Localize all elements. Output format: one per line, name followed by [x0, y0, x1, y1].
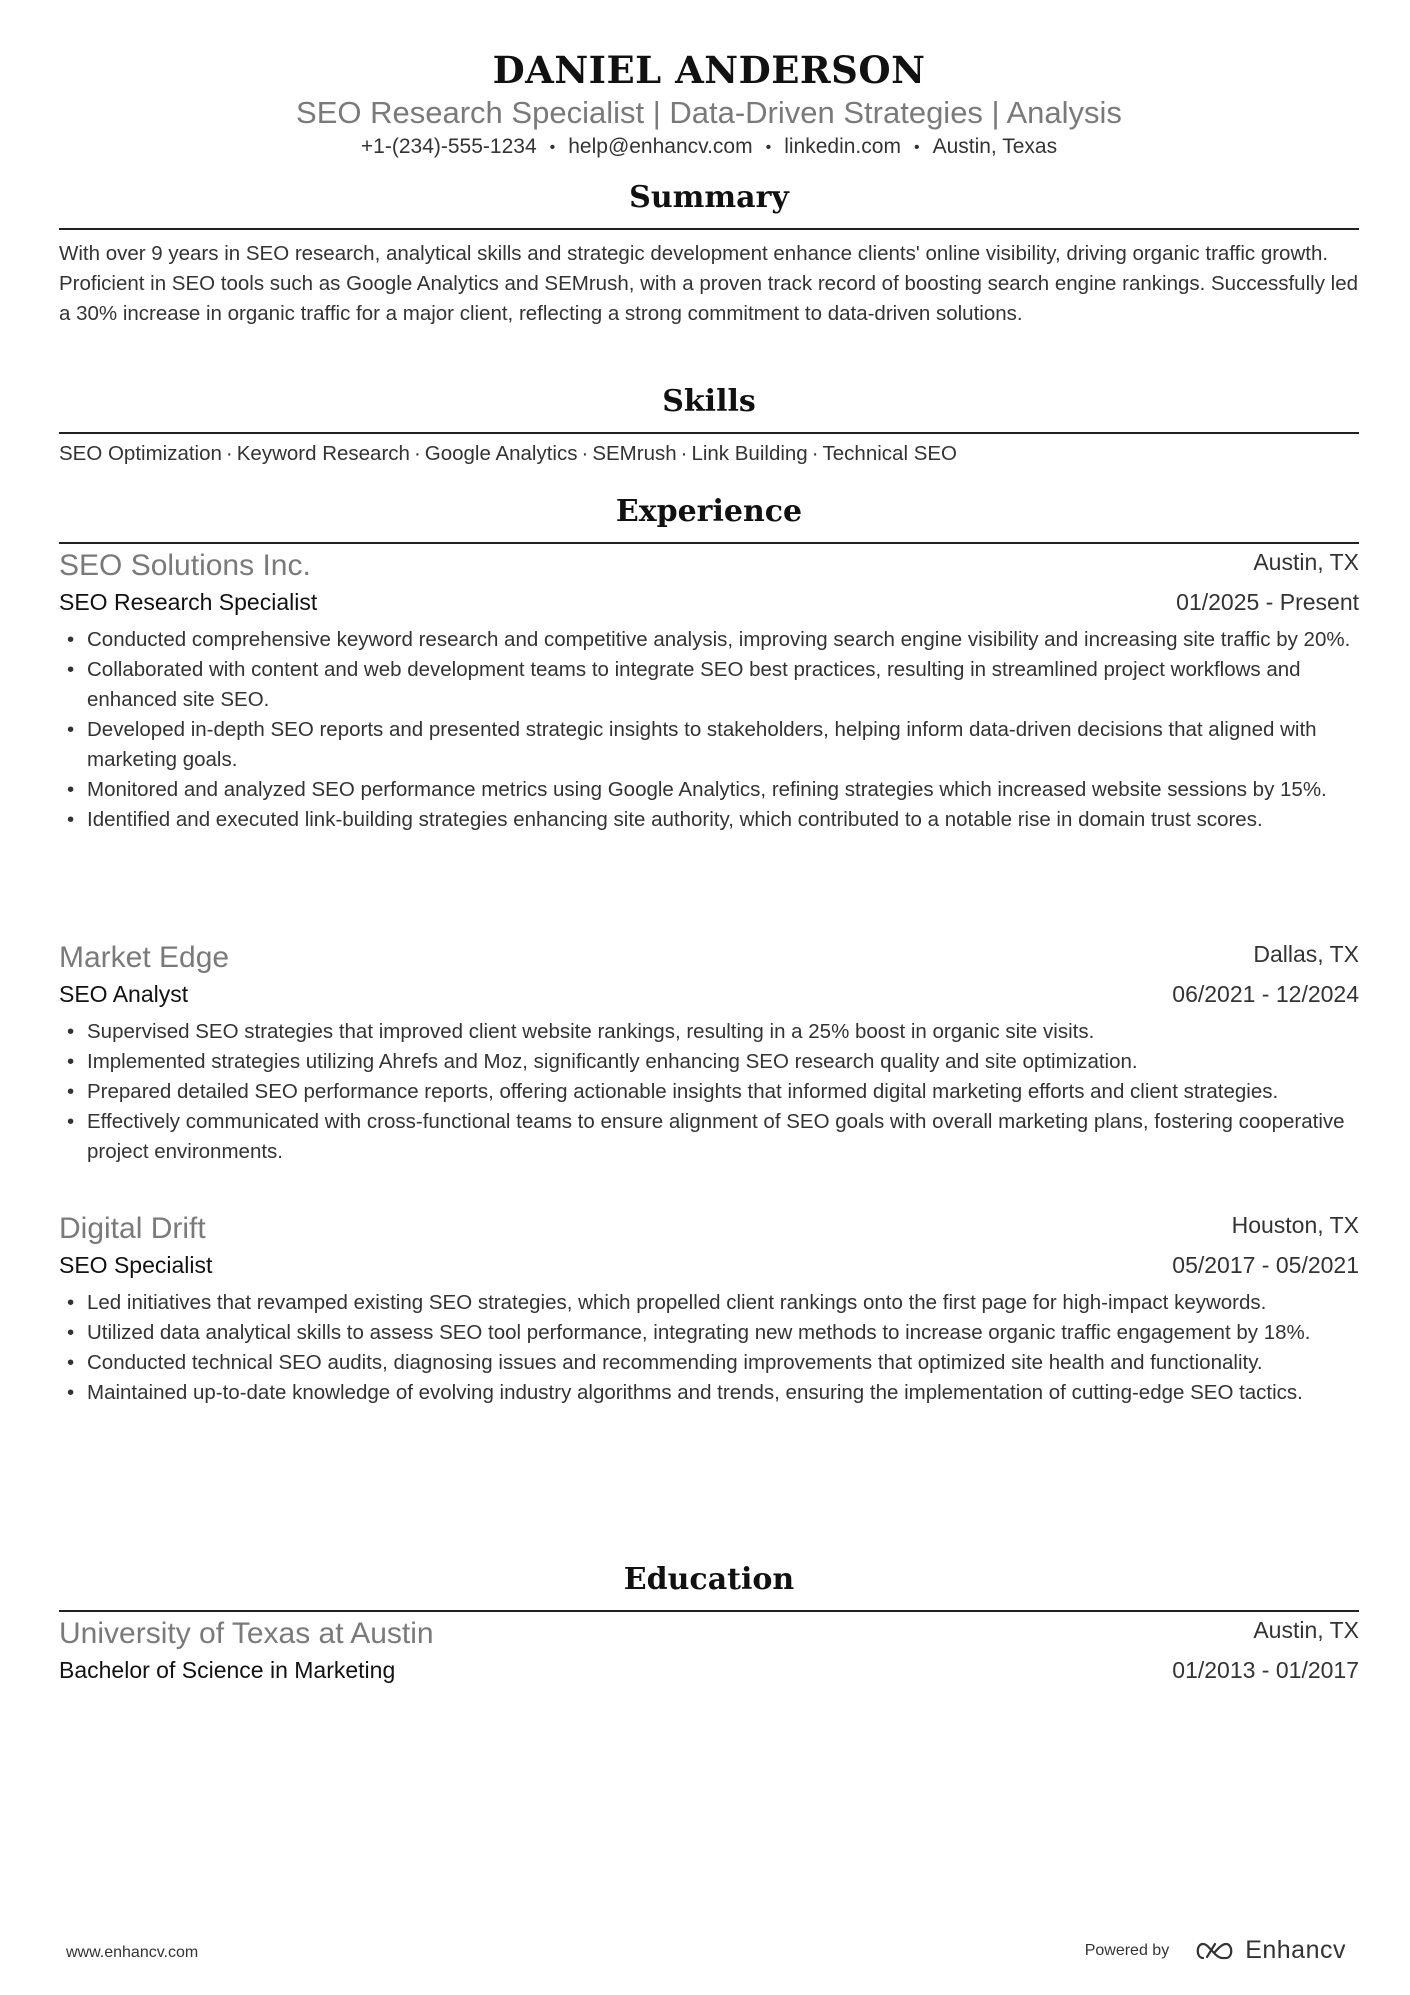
job-bullets: [59, 625, 1359, 835]
school-name: University of Texas at Austin: [59, 1617, 434, 1650]
enhancv-logo-icon: [1193, 1938, 1237, 1964]
bullet-item: • Prepared detailed SEO performance reports, offering actionable insights that informed digital marketing efforts and client strategies.: [59, 1077, 1359, 1107]
skill-item: SEMrush: [592, 442, 677, 465]
company-name: Digital Drift: [59, 1212, 206, 1245]
job-entry: [59, 941, 1359, 1167]
brand-name: Enhancv: [1245, 1936, 1346, 1964]
bullet-item: • Monitored and analyzed SEO performance metrics using Google Analytics, refining strategies which increased website sessions by 15%.: [59, 775, 1359, 805]
footer-website-link[interactable]: www.enhancv.com: [66, 1944, 199, 1961]
skill-separator: ·: [225, 442, 233, 465]
job-entry: [59, 1212, 1359, 1408]
job-title: SEO Research Specialist: [59, 589, 318, 615]
job-title: SEO Analyst: [59, 981, 189, 1007]
job-location: Houston, TX: [1231, 1212, 1359, 1238]
experience-heading: Experience: [615, 494, 803, 529]
email-link[interactable]: help@enhancv.com: [568, 135, 753, 158]
skill-separator: ·: [581, 442, 589, 465]
skill-item: Keyword Research: [236, 442, 410, 465]
bullet-item: • Utilized data analytical skills to assess SEO tool performance, integrating new methods to increase organic traffic engagement by 18%.: [59, 1318, 1359, 1348]
education-dates: 01/2013 - 01/2017: [1172, 1657, 1359, 1683]
skills-list: [59, 442, 1359, 466]
skill-item: SEO Optimization: [59, 442, 222, 465]
footer-branding[interactable]: [1085, 1936, 1346, 1965]
experience-divider: [59, 542, 1359, 544]
bullet-item: • Collaborated with content and web development teams to integrate SEO best practices, resulting in streamlined project workflows and enhanced site SEO.: [59, 655, 1359, 715]
skill-separator: ·: [680, 442, 688, 465]
bullet-item: • Led initiatives that revamped existing SEO strategies, which propelled client rankings onto the first page for high-impact keywords.: [59, 1288, 1359, 1318]
skills-divider: [59, 432, 1359, 434]
school-location: Austin, TX: [1253, 1617, 1359, 1643]
job-dates: 05/2017 - 05/2021: [1172, 1252, 1359, 1278]
location: Austin, Texas: [932, 135, 1058, 158]
contact-separator: •: [549, 139, 556, 156]
contact-line: [59, 135, 1359, 159]
bullet-item: • Conducted comprehensive keyword research and competitive analysis, improving search engine visibility and increasing site traffic by 20%.: [59, 625, 1359, 655]
candidate-tagline: SEO Research Specialist | Data-Driven Strategies | Analysis: [296, 95, 1122, 130]
job-dates: 01/2025 - Present: [1176, 589, 1359, 615]
powered-by-label: Powered by: [1084, 1941, 1170, 1959]
contact-separator: •: [913, 139, 920, 156]
bullet-item: • Developed in-depth SEO reports and presented strategic insights to stakeholders, helping inform data-driven decisions that aligned with marketing goals.: [59, 715, 1359, 775]
job-bullets: [59, 1288, 1359, 1408]
company-name: Market Edge: [59, 941, 230, 974]
job-title: SEO Specialist: [59, 1252, 213, 1278]
bullet-item: • Identified and executed link-building strategies enhancing site authority, which contributed to a notable rise in domain trust scores.: [59, 805, 1359, 835]
phone[interactable]: +1-(234)-555-1234: [360, 135, 537, 158]
skill-separator: ·: [811, 442, 819, 465]
company-name: SEO Solutions Inc.: [59, 549, 311, 582]
job-location: Austin, TX: [1253, 549, 1359, 575]
degree: Bachelor of Science in Marketing: [59, 1657, 396, 1683]
summary-text: With over 9 years in SEO research, analytical skills and strategic development enhance clients' online visibility, driving organic traffic growth. Proficient in SEO tools such as Google Analytics and SEMrush, with a proven track record of boosting search engine rankings. Successfully led a 30% increase in organic traffic for a major client, reflecting a strong commitment to data-driven solutions.: [59, 242, 1358, 325]
summary-divider: [59, 228, 1359, 230]
candidate-name: DANIEL ANDERSON: [492, 48, 926, 92]
contact-separator: •: [765, 139, 772, 156]
summary-heading: Summary: [629, 180, 789, 215]
skill-separator: ·: [413, 442, 421, 465]
bullet-item: • Maintained up-to-date knowledge of evolving industry algorithms and trends, ensuring the implementation of cutting-edge SEO tactics.: [59, 1378, 1359, 1408]
education-heading: Education: [623, 1562, 795, 1597]
skill-item: Link Building: [691, 442, 808, 465]
bullet-item: • Conducted technical SEO audits, diagnosing issues and recommending improvements that optimized site health and functionality.: [59, 1348, 1359, 1378]
job-location: Dallas, TX: [1253, 941, 1359, 967]
bullet-item: • Implemented strategies utilizing Ahrefs and Moz, significantly enhancing SEO research quality and site optimization.: [59, 1047, 1359, 1077]
bullet-item: • Supervised SEO strategies that improved client website rankings, resulting in a 25% boost in organic site visits.: [59, 1017, 1359, 1047]
skill-item: Google Analytics: [424, 442, 578, 465]
skill-item: Technical SEO: [822, 442, 957, 465]
job-bullets: [59, 1017, 1359, 1167]
linkedin-link[interactable]: linkedin.com: [784, 135, 901, 158]
education-divider: [59, 1610, 1359, 1612]
job-entry: [59, 549, 1359, 835]
education-entry: [59, 1617, 1359, 1693]
bullet-item: • Effectively communicated with cross-functional teams to ensure alignment of SEO goals with overall marketing plans, fostering cooperative project environments.: [59, 1107, 1359, 1167]
job-dates: 06/2021 - 12/2024: [1172, 981, 1359, 1007]
skills-heading: Skills: [662, 384, 756, 419]
